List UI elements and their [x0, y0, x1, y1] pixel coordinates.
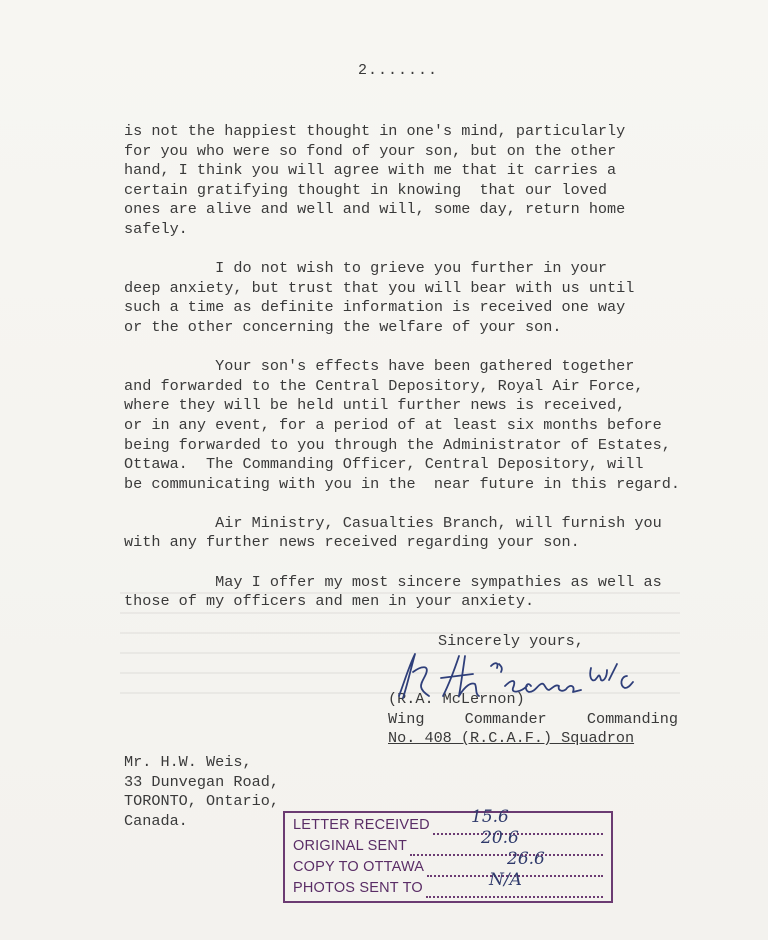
letter-body [124, 122, 724, 631]
text-line: deep anxiety, but trust that you will bear with us until [124, 278, 635, 297]
text-line: Your son's effects have been gathered together [124, 357, 635, 376]
stamp-label: PHOTOS SENT TO [293, 880, 423, 896]
stamp-handwritten-value: N/A [489, 870, 522, 890]
title-word: Commander [464, 709, 547, 728]
title-word: Wing [388, 709, 425, 728]
stamp-row-original-sent [293, 828, 605, 859]
title-word: Commanding [586, 709, 678, 728]
received-stamp [283, 807, 613, 903]
squadron-line: No. 408 (R.C.A.F.) Squadron [388, 729, 635, 748]
text-line: I do not wish to grieve you further in your [124, 259, 608, 278]
text-line: is not the happiest thought in one's mind, particularly [124, 122, 626, 140]
signatory-title [388, 710, 678, 730]
text-line: or the other concerning the welfare of your son. [124, 317, 562, 336]
stamp-label: LETTER RECEIVED [293, 817, 430, 833]
stamp-dotted-line [426, 895, 603, 898]
text-line: those of my officers and men in your anxiety. [124, 592, 535, 611]
paragraph-3 [124, 357, 724, 494]
address-line: Canada. [124, 811, 188, 830]
paragraph-1 [124, 122, 724, 240]
paragraph-4 [124, 514, 724, 553]
text-line: or in any event, for a period of at least six months before [124, 415, 662, 434]
paragraph-5 [124, 573, 724, 612]
stamp-label: ORIGINAL SENT [293, 838, 408, 854]
text-line: with any further news received regarding your son. [124, 533, 580, 552]
text-line: certain gratifying thought in knowing that our loved [124, 180, 608, 199]
stamp-label: COPY TO OTTAWA [293, 859, 425, 875]
stamp-handwritten-value: 26.6 [507, 849, 545, 869]
text-line: hand, I think you will agree with me that it carries a [124, 161, 617, 180]
address-line: Mr. H.W. Weis, [124, 753, 252, 771]
text-line: safely. [124, 219, 188, 238]
text-line: be communicating with you in the near future in this regard. [124, 474, 680, 493]
address-line: 33 Dunvegan Road, [124, 772, 279, 791]
text-line: Air Ministry, Casualties Branch, will furnish you [124, 513, 662, 532]
paragraph-2 [124, 259, 724, 337]
text-line: and forwarded to the Central Depository, Royal Air Force, [124, 376, 644, 395]
text-line: May I offer my most sincere sympathies as well as [124, 572, 662, 591]
salutation: Sincerely yours, [438, 632, 584, 650]
text-line: where they will be held until further news is received, [124, 396, 626, 415]
text-line: Ottawa. The Commanding Officer, Central Depository, will [124, 455, 644, 474]
handwritten-signature [395, 646, 645, 706]
text-line: such a time as definite information is received one way [124, 298, 626, 317]
page-number: 2....... [358, 62, 439, 79]
text-line: being forwarded to you through the Administrator of Estates, [124, 435, 671, 454]
stamp-handwritten-value: 15.6 [471, 807, 509, 827]
stamp-row-photos-sent-to [293, 870, 605, 901]
address-line: TORONTO, Ontario, [124, 792, 279, 811]
stamp-row-copy-to-ottawa [293, 849, 605, 880]
stamp-row-letter-received [293, 807, 605, 838]
text-line: ones are alive and well and will, some day, return home [124, 200, 626, 219]
text-line: for you who were so fond of your son, but on the other [124, 141, 617, 160]
stamp-handwritten-value: 20.6 [481, 828, 519, 848]
recipient-address [124, 753, 279, 831]
signatory-name: (R.A. McLernon) [388, 689, 525, 708]
